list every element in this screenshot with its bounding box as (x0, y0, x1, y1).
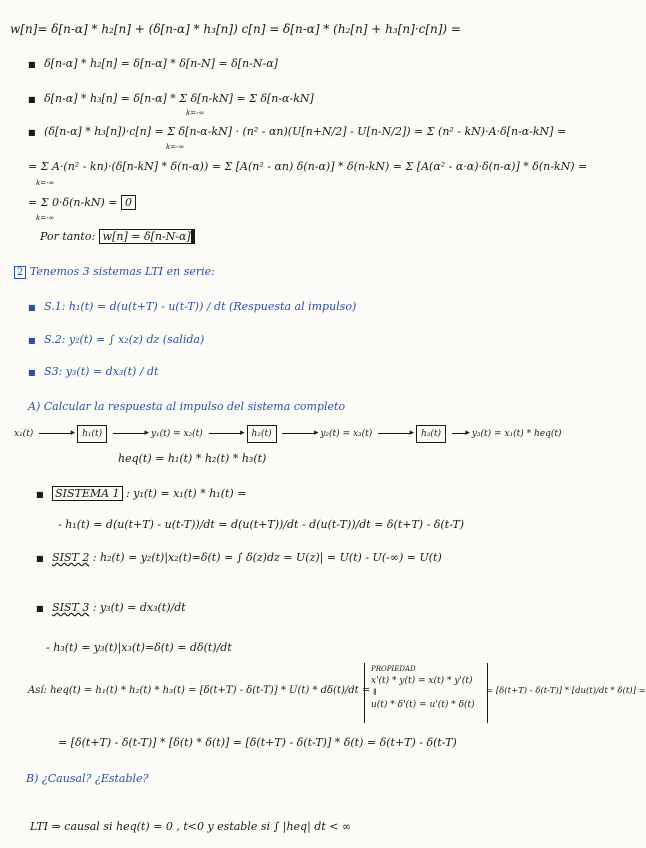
s1-note: (Respuesta al impulso) (229, 300, 357, 313)
part1-step-delay (28, 57, 278, 72)
part1-continue: = Σ A·(n² - kn)·(δ[n-kN] * δ(n-α)) = Σ [A(n² - αn) δ(n-α)] * δ(n-kN) = Σ [A(α² - α·α)·δ(n-α)] * δ(n-kN) = (28, 160, 588, 173)
block-h1: h₁(t) (77, 425, 107, 443)
part1-zero-line (28, 196, 136, 210)
asi-prefix: Así: (28, 685, 47, 696)
sist3-title: SIST 3 (52, 601, 90, 614)
heq-definition: heq(t) = h₁(t) * h₂(t) * h₃(t) (118, 452, 267, 465)
bullet-icon: ■ (36, 554, 44, 563)
asi-tail: = [δ(t+T) - δ(t-T)] * [du(t)/dt * δ(t)] = (486, 686, 646, 696)
sum-limit: k=-∞ (36, 179, 55, 187)
sum-limit: k=-∞ (186, 109, 205, 117)
question-a: A) Calcular la respuesta al impulso del sistema completo (28, 400, 346, 413)
part1-step-comb (28, 92, 314, 107)
part1-main-line: w[n]= δ[n-α] * h₂[n] + (δ[n-α] * h₃[n]) c[n] = δ[n-α] * (h₂[n] + h₃[n]·c[n]) = (10, 22, 461, 36)
conclusion-prefix: Por tanto: (40, 230, 96, 243)
part2-heading (14, 265, 215, 280)
arrow-icon (209, 433, 241, 434)
diagram-mid1: y₁(t) = x₂(t) (150, 429, 203, 439)
asi-line (28, 684, 370, 698)
sist3-impulse: - h₃(t) = y₃(t)|x₃(t)=δ(t) = dδ(t)/dt (46, 641, 232, 654)
block-diagram (14, 425, 561, 443)
section-number: 2 (14, 266, 26, 279)
bullet-icon: ■ (36, 604, 44, 613)
diagram-output: y₃(t) = x₁(t) * heq(t) (471, 429, 562, 439)
step-text: δ[n-α] * h₂[n] = δ[n-α] * δ[n-N] = δ[n-N-α] (44, 57, 278, 70)
result-box: 0 (121, 195, 136, 210)
arrow-icon (378, 433, 410, 434)
s2-expr: y₂(t) = ∫ x₂(z) dz (salida) (68, 333, 205, 346)
property-title: PROPIEDAD (371, 665, 416, 673)
arrow-icon (452, 433, 466, 434)
property-brace (364, 663, 488, 723)
bullet-icon: ■ (36, 490, 44, 499)
system2-def (28, 333, 204, 348)
s1-label: S.1: (44, 300, 66, 313)
block-h2: h₂(t) (247, 425, 277, 443)
sistema1-derivation: - h₁(t) = d(u(t+T) - u(t-T))/dt = d(u(t+T))/dt - d(u(t-T))/dt = δ(t+T) - δ(t-T) (58, 518, 465, 531)
block-h3: h₃(t) (416, 425, 446, 443)
s3-expr: y₃(t) = dx₃(t) / dt (65, 365, 159, 378)
part1-conclusion (40, 230, 195, 244)
arrow-icon (113, 433, 145, 434)
system3-def (28, 365, 158, 380)
property-rule: x'(t) * y(t) = x(t) * y'(t) (371, 676, 473, 686)
sist2-title: SIST 2 (52, 551, 90, 564)
causal-stable-criteria: LTI ⇒ causal si heq(t) = 0 , t<0 y estable si ∫ |heq| dt < ∞ (30, 820, 352, 833)
question-b: B) ¿Causal? ¿Estable? (26, 772, 149, 785)
sistema1-header (36, 487, 246, 502)
bullet-icon: ■ (28, 128, 36, 137)
system1-def (28, 300, 356, 315)
s1-expr: h₁(t) = d(u(t+T) - u(t-T)) / dt (68, 300, 226, 313)
step-text: (δ[n-α] * h₃[n])·c[n] = Σ δ[n-α-kN] · (n² - αn)(U[n+N/2] - U[n-N/2]) = Σ (n² - kN)·A·δ[n-α-kN] = (44, 125, 567, 138)
arrow-icon (39, 433, 71, 434)
asi-expr: heq(t) = h₁(t) * h₂(t) * h₃(t) = [δ(t+T) - δ(t-T)] * U(t) * dδ(t)/dt = (50, 685, 371, 696)
section-intro: Tenemos 3 sistemas LTI en serie: (29, 265, 215, 278)
bullet-icon: ■ (28, 368, 36, 377)
final-result: = [δ(t+T) - δ(t-T)] * [δ(t) * δ(t)] = [δ(t+T) - δ(t-T)] * δ(t) = δ(t+T) - δ(t-T) (58, 736, 457, 749)
diagram-input: x₁(t) (14, 429, 34, 439)
diagram-mid2: y₂(t) = x₃(t) (320, 429, 373, 439)
s3-label: S3: (44, 365, 63, 378)
sist3-eq: : y₃(t) = dx₃(t)/dt (92, 601, 186, 614)
property-result: u(t) * δ'(t) = u'(t) * δ(t) (371, 700, 475, 710)
bullet-icon: ■ (28, 336, 36, 345)
step-text: = Σ 0·δ(n-kN) = (28, 196, 118, 209)
step-text: δ[n-α] * h₃[n] = δ[n-α] * Σ δ[n-kN] = Σ δ[n-α-kN] (44, 92, 314, 105)
conclusion-box: w[n] = δ[n-N-α] (99, 229, 195, 244)
bullet-icon: ■ (28, 95, 36, 104)
part1-step-product (28, 125, 566, 140)
arrow-icon (282, 433, 314, 434)
bullet-icon: ■ (28, 60, 36, 69)
bullet-icon: ■ (28, 303, 36, 312)
sistema1-eq: : y₁(t) = x₁(t) * h₁(t) = (126, 487, 247, 500)
sum-limit: k=-∞ (166, 143, 185, 151)
sum-limit: k=-∞ (36, 214, 55, 222)
sistema1-title: SISTEMA 1 (52, 486, 123, 501)
property-implies: ⇓ (371, 688, 379, 698)
s2-label: S.2: (44, 333, 66, 346)
sist2-line (36, 551, 442, 566)
sist2-eq: : h₂(t) = y₂(t)|x₂(t)=δ(t) = ∫ δ(z)dz = U(z)| = U(t) - U(-∞) = U(t) (92, 551, 442, 564)
sist3-header (36, 601, 186, 616)
